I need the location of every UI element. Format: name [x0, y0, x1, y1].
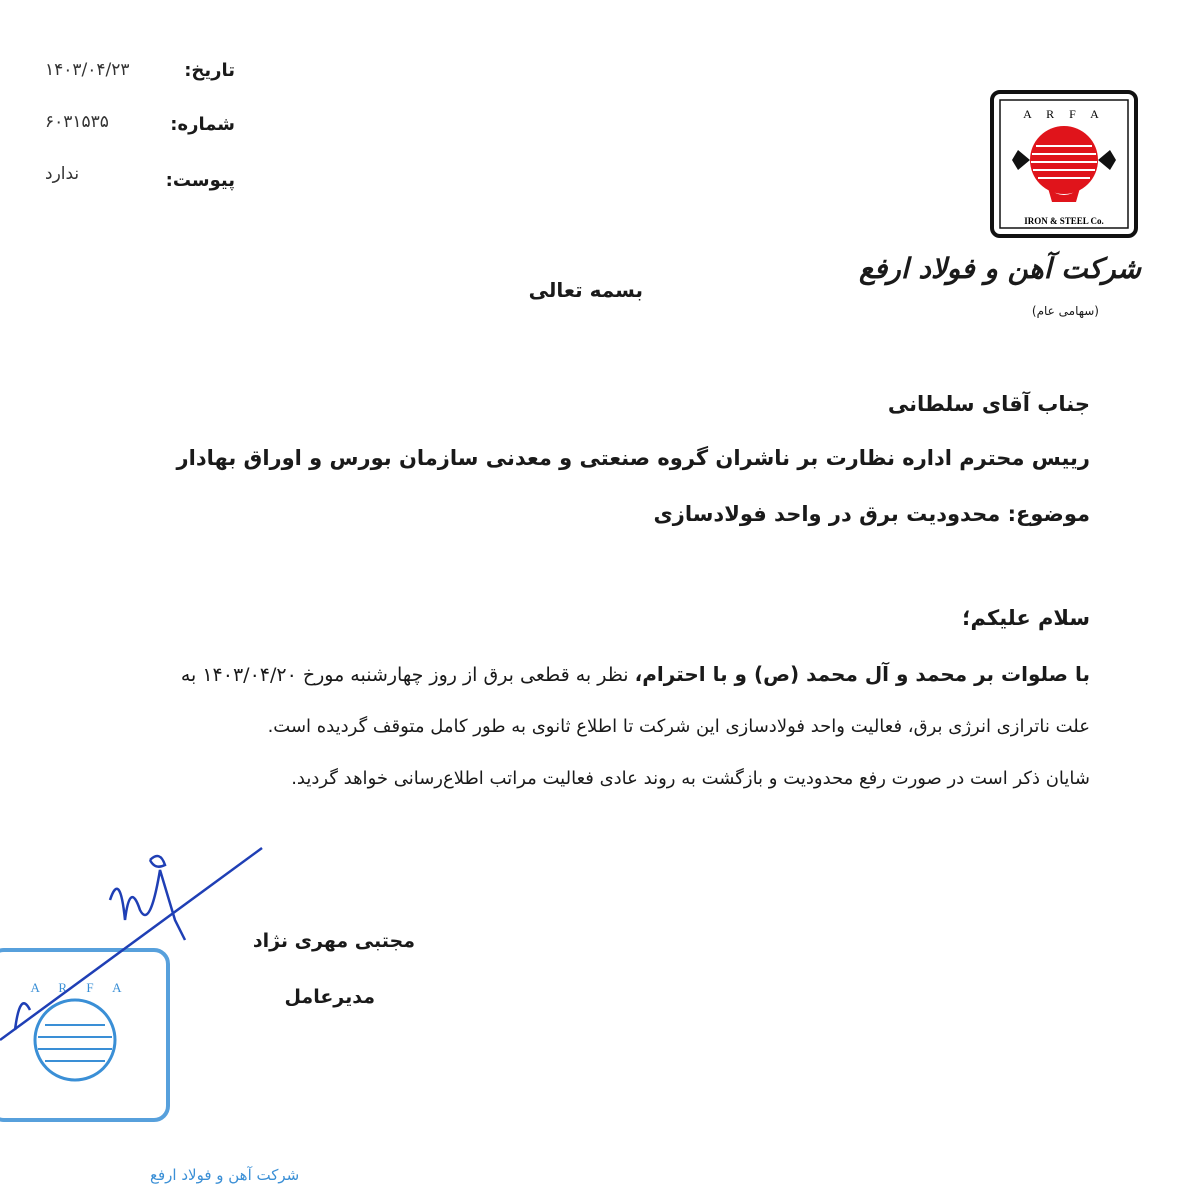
subject: موضوع: محدودیت برق در واحد فولادسازی — [653, 502, 1090, 526]
date-value: ۱۴۰۳/۰۴/۲۳ — [45, 60, 130, 80]
body-line-1-rest: نظر به قطعی برق از روز چهارشنبه مورخ ۱۴۰۳/۰۴/۲۰ به — [180, 664, 635, 686]
company-type: (سهامی عام) — [1031, 304, 1099, 318]
svg-text:A R F A: A R F A — [30, 980, 130, 995]
company-stamp — [0, 950, 299, 1184]
svg-text:A R F A: A R F A — [1023, 107, 1105, 121]
svg-text:شرکت آهن و فولاد ارفع: شرکت آهن و فولاد ارفع — [150, 1166, 300, 1184]
stamp-and-signature — [0, 840, 300, 1200]
body-line-1 — [181, 662, 1090, 686]
handwritten-signature — [0, 848, 262, 1040]
recipient-title: رییس محترم اداره نظارت بر ناشران گروه صنعتی و معدنی سازمان بورس و اوراق بهادار — [176, 446, 1090, 470]
signatory-name: مجتبی مهری نژاد — [252, 930, 415, 952]
company-logo — [990, 90, 1138, 238]
signatory-title: مدیرعامل — [284, 986, 375, 1008]
date-label: تاریخ: — [184, 60, 235, 81]
svg-text:IRON & STEEL Co.: IRON & STEEL Co. — [1024, 216, 1104, 226]
number-value: ۶۰۳۱۵۳۵ — [45, 112, 109, 132]
body-line-2: علت ناترازی انرژی برق، فعالیت واحد فولادسازی این شرکت تا اطلاع ثانوی به طور کامل متوقف گردیده است. — [267, 716, 1090, 737]
company-name: شرکت آهن و فولاد ارفع — [859, 252, 1141, 285]
recipient-name: جناب آقای سلطانی — [887, 392, 1090, 416]
invocation: بسمه تعالی — [528, 278, 643, 302]
attachment-value: ندارد — [45, 164, 80, 184]
number-label: شماره: — [170, 114, 235, 135]
greeting: سلام علیکم؛ — [962, 606, 1090, 630]
body-line-1-bold: با صلوات بر محمد و آل محمد (ص) و با احترام، — [634, 662, 1090, 686]
body-line-3: شایان ذکر است در صورت رفع محدودیت و بازگشت به روند عادی فعالیت مراتب اطلاع‌رسانی خواهد گردید. — [291, 768, 1090, 789]
attachment-label: پیوست: — [165, 170, 235, 191]
